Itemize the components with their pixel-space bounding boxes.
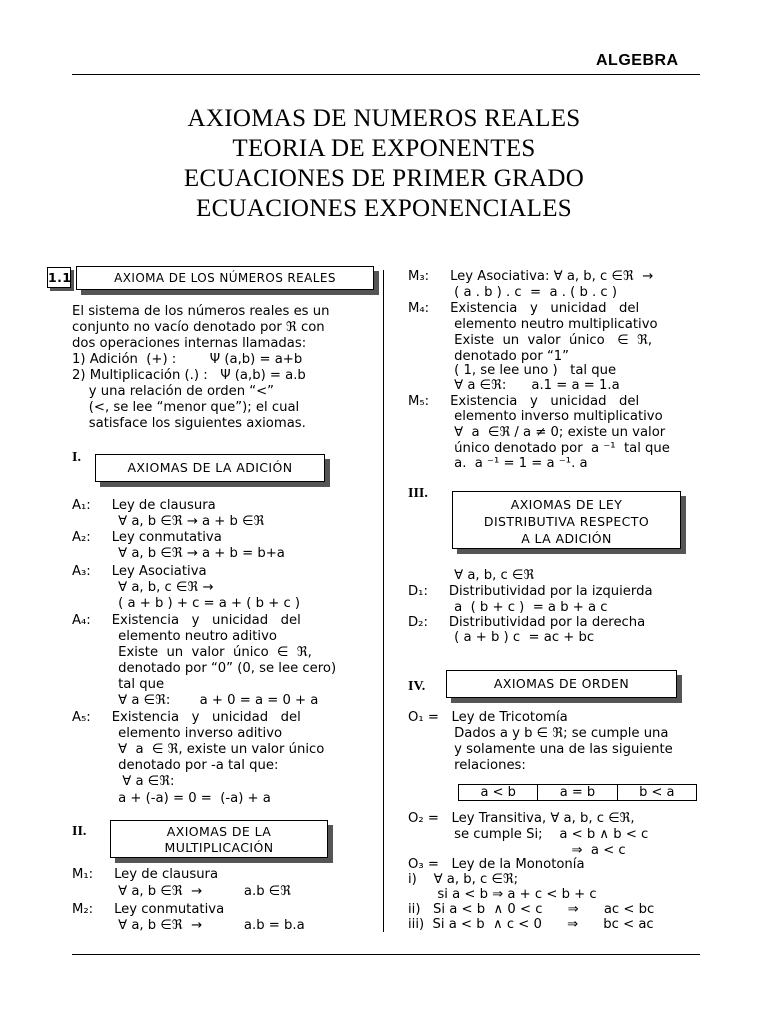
section-title-box: AXIOMA DE LOS NÚMEROS REALES xyxy=(76,266,374,290)
text-line: denotado por “1” xyxy=(408,349,570,364)
text-line: iii) Si a < b ∧ c < 0 ⇒ bc < ac xyxy=(408,917,654,932)
text-line: único denotado por a ⁻¹ tal que xyxy=(408,441,670,456)
table-cell: b < a xyxy=(617,785,696,800)
text-line: A₁: Ley de clausura xyxy=(72,498,216,513)
text-line: i) ∀ a, b, c ∈ℜ; xyxy=(408,872,519,887)
text-line: El sistema de los números reales es un xyxy=(72,304,330,319)
text-line: ∀ a, b, c ∈ℜ xyxy=(408,568,535,583)
text-line: a + (-a) = 0 = (-a) + a xyxy=(72,791,271,806)
text-line: se cumple Si; a < b ∧ b < c xyxy=(408,827,649,842)
text-line: D₁: Distributividad por la izquierda xyxy=(408,584,653,599)
text-line: ( 1, se lee uno ) tal que xyxy=(408,363,617,378)
box-title-line: A LA ADICIÓN xyxy=(521,531,612,546)
text-line: D₂: Distributividad por la derecha xyxy=(408,615,646,630)
section-title-box xyxy=(110,820,328,858)
text-line: (<, se lee “menor que”); el cual xyxy=(72,400,300,415)
text-line: si a < b ⇒ a + c < b + c xyxy=(408,887,597,902)
text-line: A₄: Existencia y unicidad del xyxy=(72,613,301,628)
text-line: ∀ a ∈ ℜ, existe un valor único xyxy=(72,742,325,757)
text-line: Existe un valor único ∈ ℜ, xyxy=(408,333,653,348)
box-title-line: AXIOMAS DE LA xyxy=(166,824,272,839)
text-line: conjunto no vacío denotado por ℜ con xyxy=(72,320,325,335)
text-line: A₃: Ley Asociativa xyxy=(72,564,207,579)
text-line: denotado por -a tal que: xyxy=(72,758,279,773)
text-line: tal que xyxy=(72,677,165,692)
text-line: Dados a y b ∈ ℜ; se cumple una xyxy=(408,726,669,741)
title-line: ECUACIONES DE PRIMER GRADO xyxy=(183,165,585,192)
text-line: ∀ a, b ∈ℜ → a.b = b.a xyxy=(72,918,305,933)
section-number-box: 1.1 xyxy=(47,267,71,288)
text-line: Existe un valor único ∈ ℜ, xyxy=(72,645,312,660)
text-line: elemento neutro aditivo xyxy=(72,629,277,644)
table-cell: a < b xyxy=(480,785,516,800)
section-roman: III. xyxy=(408,486,428,501)
text-line: ( a + b ) + c = a + ( b + c ) xyxy=(72,596,301,611)
text-line: ∀ a ∈ℜ: xyxy=(72,774,175,789)
text-line: M₄: Existencia y unicidad del xyxy=(408,301,640,316)
box-title-line: DISTRIBUTIVA RESPECTO xyxy=(483,514,650,529)
text-line: ∀ a ∈ℜ / a ≠ 0; existe un valor xyxy=(408,425,666,440)
text-line: ∀ a ∈ℜ: a + 0 = a = 0 + a xyxy=(72,693,319,708)
text-line: A₂: Ley conmutativa xyxy=(72,530,222,545)
title-line: AXIOMAS DE NUMEROS REALES xyxy=(187,105,581,132)
footer-rule xyxy=(72,954,700,955)
text-line: elemento inverso multiplicativo xyxy=(408,409,663,424)
text-line: ii) Si a < b ∧ 0 < c ⇒ ac < bc xyxy=(408,902,655,917)
text-line: M₃: Ley Asociativa: ∀ a, b, c ∈ℜ → xyxy=(408,269,654,284)
text-line: denotado por “0” (0, se lee cero) xyxy=(72,661,337,676)
text-line: y solamente una de las siguiente xyxy=(408,742,673,757)
text-line: ∀ a ∈ℜ: a.1 = a = 1.a xyxy=(408,378,620,393)
text-line: a ( b + c ) = a b + a c xyxy=(408,600,608,615)
text-line: ( a . b ) . c = a . ( b . c ) xyxy=(408,285,617,300)
section-title-box: AXIOMAS DE ORDEN xyxy=(446,670,677,698)
header-rule xyxy=(72,74,700,75)
text-line: elemento inverso aditivo xyxy=(72,726,283,741)
section-title-box xyxy=(452,491,681,549)
section-roman: IV. xyxy=(408,679,426,694)
text-line: 2) Multiplicación (.) : Ψ (a,b) = a.b xyxy=(72,368,306,383)
table-cell: a = b xyxy=(537,785,616,800)
text-line: O₂ = Ley Transitiva, ∀ a, b, c ∈ℜ, xyxy=(408,811,635,826)
text-line: y una relación de orden “<” xyxy=(72,384,274,399)
text-line: a. a ⁻¹ = 1 = a ⁻¹. a xyxy=(408,456,588,471)
text-line: O₃ = Ley de la Monotonía xyxy=(408,857,585,872)
section-title-box: AXIOMAS DE LA ADICIÓN xyxy=(95,454,325,482)
text-line: relaciones: xyxy=(408,758,526,773)
box-title-line: MULTIPLICACIÓN xyxy=(164,840,274,855)
text-line: ∀ a, b ∈ℜ → a + b ∈ℜ xyxy=(72,514,265,529)
text-line: M₁: Ley de clausura xyxy=(72,867,219,882)
subject-header: ALGEBRA xyxy=(596,52,679,69)
section-roman: II. xyxy=(72,824,87,839)
main-title xyxy=(0,104,768,224)
text-line: A₅: Existencia y unicidad del xyxy=(72,710,301,725)
text-line: ⇒ a < c xyxy=(408,843,626,858)
text-line: ∀ a, b ∈ℜ → a.b ∈ℜ xyxy=(72,884,291,899)
text-line: ∀ a, b, c ∈ℜ → xyxy=(72,580,214,595)
text-line: M₅: Existencia y unicidad del xyxy=(408,394,640,409)
text-line: 1) Adición (+) : Ψ (a,b) = a+b xyxy=(72,352,303,367)
text-line: satisface los siguientes axiomas. xyxy=(72,416,306,431)
text-line: ∀ a, b ∈ℜ → a + b = b+a xyxy=(72,546,285,561)
text-line: dos operaciones internas llamadas: xyxy=(72,336,307,351)
trichotomy-table xyxy=(458,784,697,801)
title-line: ECUACIONES EXPONENCIALES xyxy=(196,195,572,222)
section-roman: I. xyxy=(72,450,81,465)
column-divider xyxy=(383,270,384,932)
box-title-line: AXIOMAS DE LEY xyxy=(510,497,623,512)
text-line: elemento neutro multiplicativo xyxy=(408,317,658,332)
title-line: TEORIA DE EXPONENTES xyxy=(232,135,536,162)
text-line: M₂: Ley conmutativa xyxy=(72,902,225,917)
text-line: ( a + b ) c = ac + bc xyxy=(408,630,595,645)
text-line: O₁ = Ley de Tricotomía xyxy=(408,710,568,725)
